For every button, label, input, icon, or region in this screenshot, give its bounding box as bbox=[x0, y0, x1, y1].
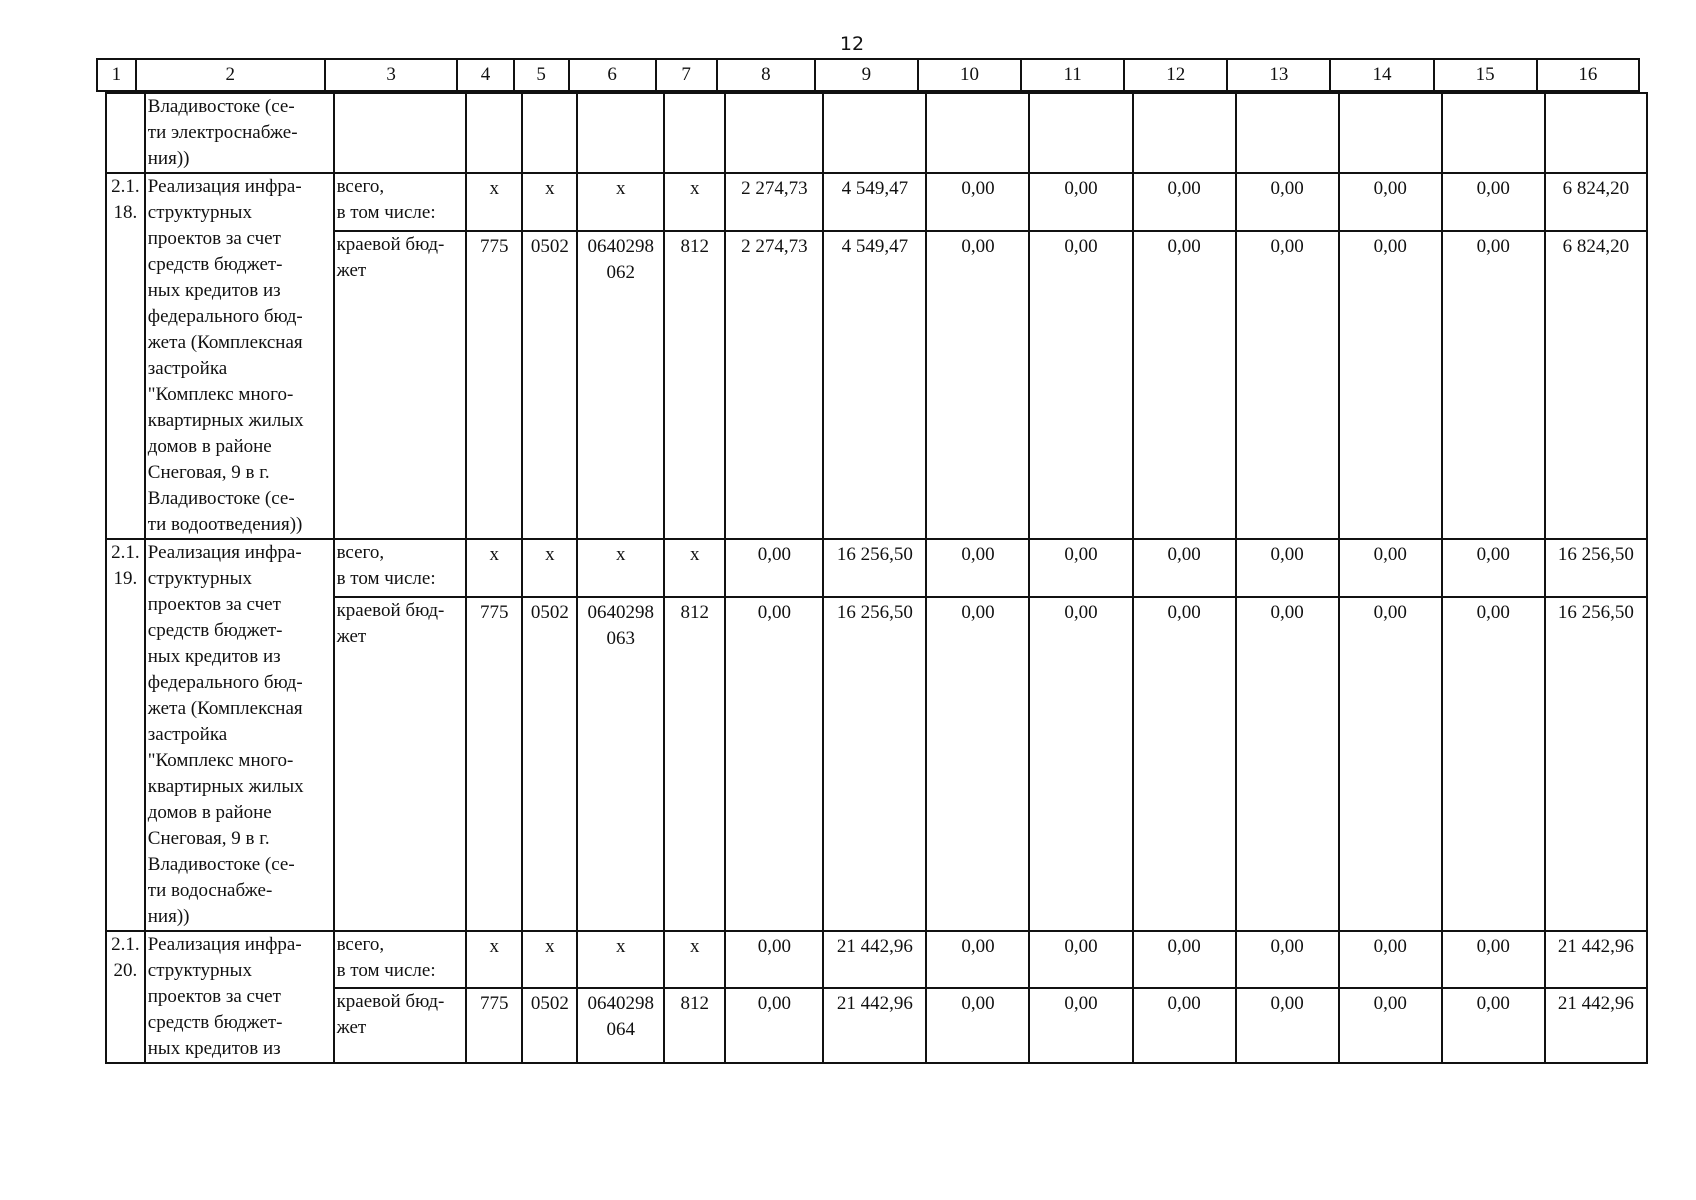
amount-cell: 2 274,73 bbox=[725, 173, 823, 231]
expense-type-cell: х bbox=[664, 931, 725, 988]
amount-cell: 2 274,73 bbox=[725, 231, 823, 539]
amount-cell: 0,00 bbox=[926, 539, 1029, 597]
amount-cell: 16 256,50 bbox=[1545, 539, 1647, 597]
amount-cell: 0,00 bbox=[926, 931, 1029, 988]
amount-cell: 0,00 bbox=[1442, 231, 1545, 539]
funding-source-cell: краевой бюд- жет bbox=[334, 231, 467, 539]
amount-cell: 0,00 bbox=[725, 931, 823, 988]
item-name-cell: Реализация инфра- структурных проектов за счет средств бюджет- ных кредитов из bbox=[145, 931, 334, 1063]
amount-cell: 21 442,96 bbox=[1545, 931, 1647, 988]
amount-cell: 16 256,50 bbox=[823, 539, 926, 597]
header-cell: 16 bbox=[1537, 59, 1639, 91]
admin-code-cell: 775 bbox=[466, 597, 522, 931]
header-cell: 10 bbox=[918, 59, 1021, 91]
admin-code-cell: х bbox=[466, 539, 522, 597]
empty-cell bbox=[1339, 93, 1442, 173]
amount-cell: 0,00 bbox=[1236, 931, 1339, 988]
header-cell: 14 bbox=[1330, 59, 1433, 91]
target-article-cell: х bbox=[577, 539, 664, 597]
expense-type-cell: 812 bbox=[664, 988, 725, 1063]
empty-cell bbox=[466, 93, 522, 173]
amount-cell: 0,00 bbox=[926, 988, 1029, 1063]
budget-table bbox=[105, 92, 1648, 1064]
empty-cell bbox=[577, 93, 664, 173]
header-cell: 2 bbox=[136, 59, 325, 91]
header-cell: 5 bbox=[514, 59, 569, 91]
empty-cell bbox=[823, 93, 926, 173]
target-article-cell: х bbox=[577, 173, 664, 231]
amount-cell: 0,00 bbox=[1236, 231, 1339, 539]
amount-cell: 0,00 bbox=[1133, 539, 1236, 597]
empty-cell bbox=[1545, 93, 1647, 173]
section-code-cell: 0502 bbox=[522, 231, 577, 539]
amount-cell: 0,00 bbox=[1339, 931, 1442, 988]
amount-cell: 0,00 bbox=[725, 597, 823, 931]
section-code-cell: х bbox=[522, 173, 577, 231]
empty-cell bbox=[1029, 93, 1132, 173]
amount-cell: 0,00 bbox=[1339, 539, 1442, 597]
expense-type-cell: 812 bbox=[664, 231, 725, 539]
item-name-cell: Реализация инфра- структурных проектов за счет средств бюджет- ных кредитов из федерального бюд- жета (Комплексная застройка "Комплекс много- квартирных жилых домов в районе Снеговая, 9 в г. Владивостоке (се- ти водоснабже- ния)) bbox=[145, 539, 334, 931]
header-cell: 4 bbox=[457, 59, 513, 91]
empty-cell bbox=[1236, 93, 1339, 173]
empty-cell bbox=[522, 93, 577, 173]
amount-cell: 4 549,47 bbox=[823, 231, 926, 539]
admin-code-cell: х bbox=[466, 173, 522, 231]
empty-cell bbox=[334, 93, 467, 173]
amount-cell: 0,00 bbox=[725, 539, 823, 597]
target-article-cell: 0640298 063 bbox=[577, 597, 664, 931]
amount-cell: 0,00 bbox=[1442, 539, 1545, 597]
amount-cell: 0,00 bbox=[1236, 988, 1339, 1063]
amount-cell: 0,00 bbox=[1133, 988, 1236, 1063]
amount-cell: 16 256,50 bbox=[1545, 597, 1647, 931]
item-number-cell: 2.1. 20. bbox=[106, 931, 145, 1063]
total-row bbox=[106, 173, 1647, 231]
detail-row bbox=[106, 231, 1647, 539]
amount-cell: 0,00 bbox=[1236, 173, 1339, 231]
detail-row bbox=[106, 988, 1647, 1063]
amount-cell: 0,00 bbox=[1236, 597, 1339, 931]
funding-source-cell: краевой бюд- жет bbox=[334, 988, 467, 1063]
funding-source-cell: краевой бюд- жет bbox=[334, 597, 467, 931]
amount-cell: 0,00 bbox=[926, 597, 1029, 931]
amount-cell: 0,00 bbox=[1442, 931, 1545, 988]
amount-cell: 0,00 bbox=[1029, 988, 1132, 1063]
funding-source-cell: всего, в том числе: bbox=[334, 539, 467, 597]
item-number-cell: 2.1. 19. bbox=[106, 539, 145, 931]
amount-cell: 0,00 bbox=[1029, 597, 1132, 931]
admin-code-cell: 775 bbox=[466, 231, 522, 539]
header-cell: 13 bbox=[1227, 59, 1330, 91]
detail-row bbox=[106, 597, 1647, 931]
empty-cell bbox=[1133, 93, 1236, 173]
target-article-cell: х bbox=[577, 931, 664, 988]
item-name-cell: Реализация инфра- структурных проектов за счет средств бюджет- ных кредитов из федерального бюд- жета (Комплексная застройка "Комплекс много- квартирных жилых домов в районе Снеговая, 9 в г. Владивостоке (се- ти водоотведения)) bbox=[145, 173, 334, 539]
page-number: 12 bbox=[839, 33, 865, 55]
admin-code-cell: х bbox=[466, 931, 522, 988]
amount-cell: 0,00 bbox=[1133, 597, 1236, 931]
header-cell: 7 bbox=[656, 59, 717, 91]
continuation-row bbox=[106, 93, 1647, 173]
amount-cell: 0,00 bbox=[1029, 231, 1132, 539]
amount-cell: 0,00 bbox=[926, 231, 1029, 539]
expense-type-cell: 812 bbox=[664, 597, 725, 931]
total-row bbox=[106, 539, 1647, 597]
header-row bbox=[97, 59, 1639, 91]
amount-cell: 0,00 bbox=[1442, 173, 1545, 231]
amount-cell: 21 442,96 bbox=[1545, 988, 1647, 1063]
target-article-cell: 0640298 064 bbox=[577, 988, 664, 1063]
amount-cell: 0,00 bbox=[1236, 539, 1339, 597]
header-cell: 6 bbox=[569, 59, 656, 91]
header-cell: 15 bbox=[1434, 59, 1537, 91]
header-cell: 1 bbox=[97, 59, 136, 91]
total-row bbox=[106, 931, 1647, 988]
funding-source-cell: всего, в том числе: bbox=[334, 931, 467, 988]
section-code-cell: 0502 bbox=[522, 597, 577, 931]
amount-cell: 21 442,96 bbox=[823, 931, 926, 988]
section-code-cell: х bbox=[522, 931, 577, 988]
amount-cell: 0,00 bbox=[1029, 173, 1132, 231]
expense-type-cell: х bbox=[664, 539, 725, 597]
admin-code-cell: 775 bbox=[466, 988, 522, 1063]
column-number-header bbox=[96, 58, 1640, 92]
funding-source-cell: всего, в том числе: bbox=[334, 173, 467, 231]
amount-cell: 0,00 bbox=[1133, 231, 1236, 539]
amount-cell: 0,00 bbox=[1442, 597, 1545, 931]
expense-type-cell: х bbox=[664, 173, 725, 231]
header-cell: 12 bbox=[1124, 59, 1227, 91]
amount-cell: 6 824,20 bbox=[1545, 231, 1647, 539]
section-code-cell: 0502 bbox=[522, 988, 577, 1063]
amount-cell: 0,00 bbox=[725, 988, 823, 1063]
header-cell: 9 bbox=[815, 59, 918, 91]
continuation-name-cell: Владивостоке (се- ти электроснабже- ния)) bbox=[145, 93, 334, 173]
target-article-cell: 0640298 062 bbox=[577, 231, 664, 539]
empty-cell bbox=[926, 93, 1029, 173]
section-code-cell: х bbox=[522, 539, 577, 597]
amount-cell: 0,00 bbox=[1029, 539, 1132, 597]
header-cell: 8 bbox=[717, 59, 815, 91]
empty-cell bbox=[725, 93, 823, 173]
amount-cell: 4 549,47 bbox=[823, 173, 926, 231]
header-cell: 11 bbox=[1021, 59, 1124, 91]
amount-cell: 0,00 bbox=[1029, 931, 1132, 988]
amount-cell: 0,00 bbox=[1133, 931, 1236, 988]
amount-cell: 0,00 bbox=[1339, 231, 1442, 539]
amount-cell: 0,00 bbox=[1339, 988, 1442, 1063]
item-number-cell: 2.1. 18. bbox=[106, 173, 145, 539]
empty-cell bbox=[1442, 93, 1545, 173]
amount-cell: 0,00 bbox=[1339, 173, 1442, 231]
empty-cell bbox=[664, 93, 725, 173]
amount-cell: 0,00 bbox=[926, 173, 1029, 231]
amount-cell: 0,00 bbox=[1442, 988, 1545, 1063]
continuation-number-cell bbox=[106, 93, 145, 173]
amount-cell: 16 256,50 bbox=[823, 597, 926, 931]
header-cell: 3 bbox=[325, 59, 458, 91]
amount-cell: 0,00 bbox=[1339, 597, 1442, 931]
amount-cell: 6 824,20 bbox=[1545, 173, 1647, 231]
amount-cell: 0,00 bbox=[1133, 173, 1236, 231]
amount-cell: 21 442,96 bbox=[823, 988, 926, 1063]
